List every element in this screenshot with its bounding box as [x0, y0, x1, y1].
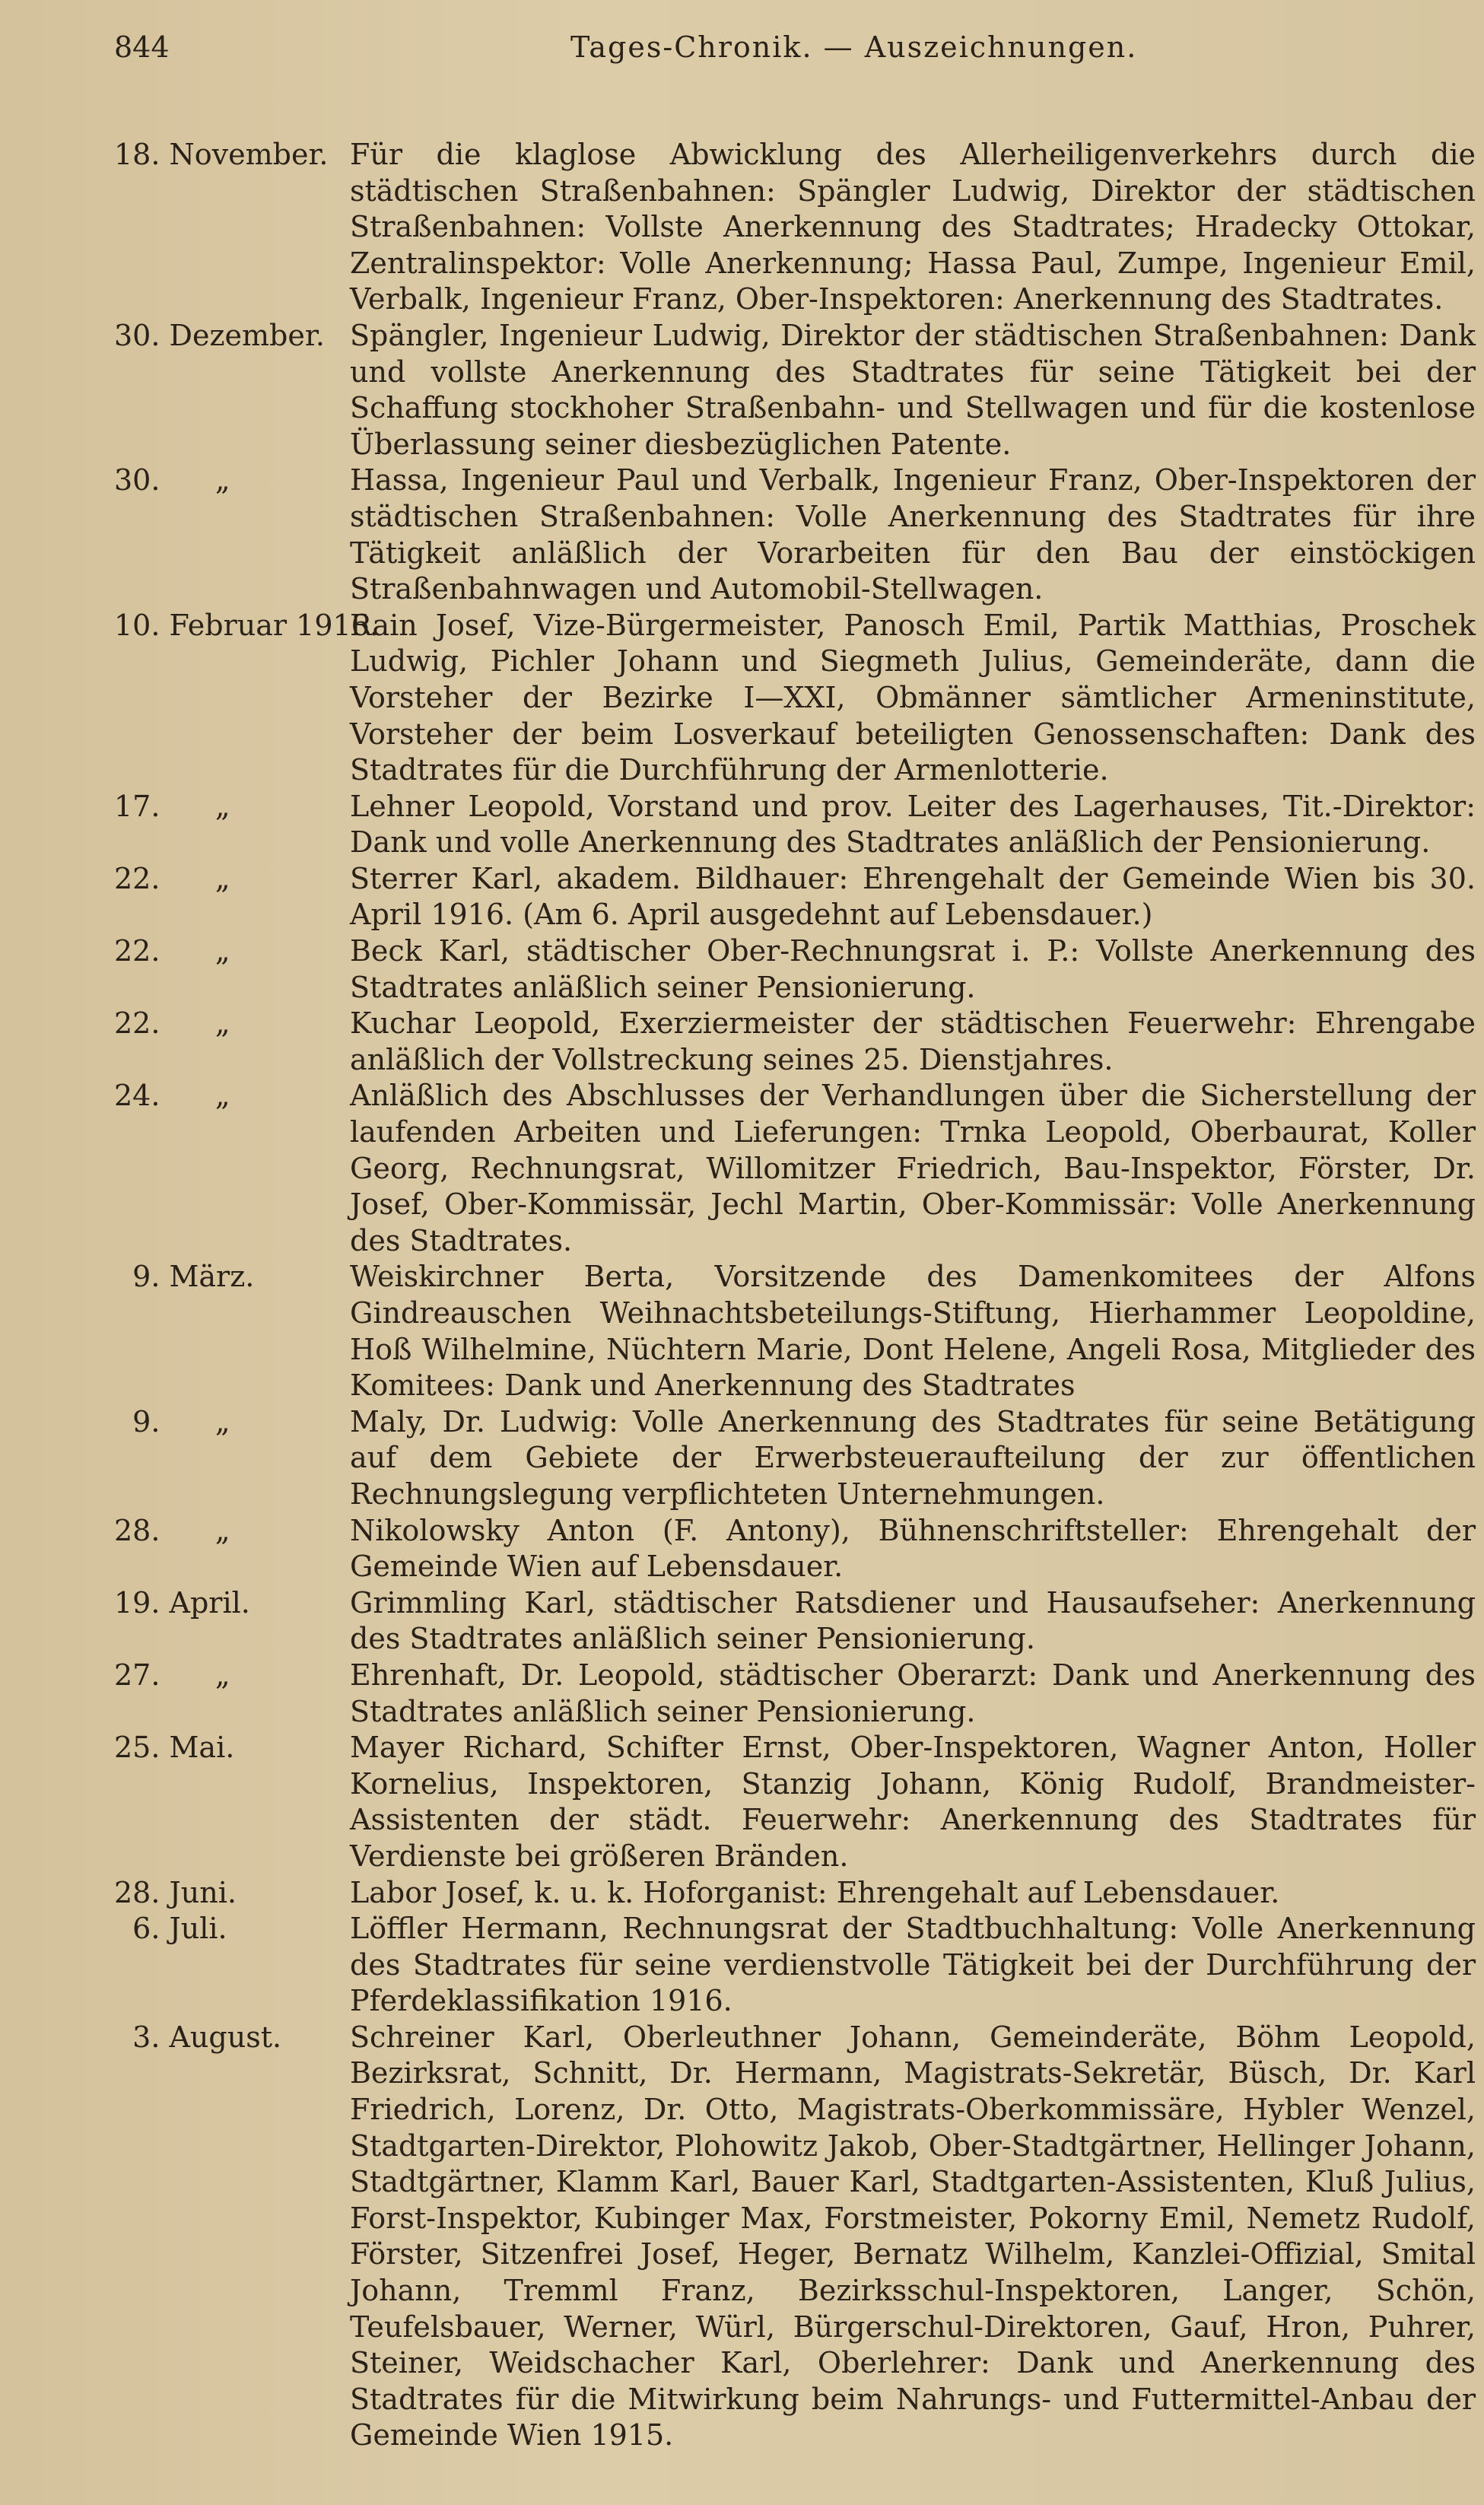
- list-item: [114, 1658, 1476, 1730]
- list-item: [114, 861, 1476, 933]
- entry-text: Kuchar Leopold, Exerziermeister der städtischen Feuerwehr: Ehrengabe anläßlich der Vollstreckung seines 25. Dienstjahres.: [350, 1006, 1476, 1076]
- entry-date: 24. „: [114, 1079, 230, 1113]
- entry-date: 3. August.: [114, 2020, 282, 2054]
- entry-text: Sterrer Karl, akadem. Bildhauer: Ehrengehalt der Gemeinde Wien bis 30. April 1916. (Am 6. April ausgedehnt auf Lebensdauer.): [350, 861, 1476, 932]
- list-item: [114, 789, 1476, 861]
- entry-text: Spängler, Ingenieur Ludwig, Direktor der städtischen Straßenbahnen: Dank und vollste Anerkennung des Stadtrates für seine Tätigkeit bei der Schaffung stockhoher Straßenbahn- und Stellwagen und für die kostenlose Überlassung seiner diesbezüglichen Patente.: [350, 318, 1476, 461]
- entry-date: 28. „: [114, 1513, 230, 1547]
- entry-text: Ehrenhaft, Dr. Leopold, städtischer Oberarzt: Dank und Anerkennung des Stadtrates anläßlich seiner Pensionierung.: [350, 1658, 1476, 1728]
- entry-text: Anläßlich des Abschlusses der Verhandlungen über die Sicherstellung der laufenden Arbeiten und Lieferungen: Trnka Leopold, Oberbaurat, Koller Georg, Rechnungsrat, Willomitzer Friedrich, Bau-Inspektor, Förster, Dr. Josef, Ober-Kommissär, Jechl Martin, Ober-Kommissär: Volle Anerkennung des Stadtrates.: [350, 1079, 1476, 1257]
- list-item: [114, 1875, 1476, 1912]
- entry-text: Labor Josef, k. u. k. Hoforganist: Ehrengehalt auf Lebensdauer.: [350, 1875, 1280, 1909]
- entry-date: 6. Juli.: [114, 1912, 227, 1946]
- entry-date: 22. „: [114, 1006, 230, 1041]
- entry-list: [114, 137, 1476, 2454]
- entry-date: 9. „: [114, 1404, 230, 1438]
- page-header: [114, 30, 1445, 76]
- entry-text: Mayer Richard, Schifter Ernst, Ober-Inspektoren, Wagner Anton, Holler Kornelius, Inspektoren, Stanzig Johann, König Rudolf, Brandmeister-Assistenten der städt. Feuerwehr: Anerkennung des Stadtrates für Verdienste bei größeren Bränden.: [350, 1731, 1476, 1873]
- entry-date: 9. März.: [114, 1260, 255, 1294]
- entry-text: Nikolowsky Anton (F. Antony), Bühnenschriftsteller: Ehrengehalt der Gemeinde Wien auf Lebensdauer.: [350, 1513, 1476, 1584]
- entry-date: 10. Februar 1916.: [114, 608, 379, 642]
- list-item: [114, 608, 1476, 789]
- list-item: [114, 1006, 1476, 1078]
- list-item: [114, 1730, 1476, 1874]
- list-item: [114, 1078, 1476, 1259]
- entry-text: Für die klaglose Abwicklung des Allerheiligenverkehrs durch die städtischen Straßenbahnen: Spängler Ludwig, Direktor der städtischen Straßenbahnen: Vollste Anerkennung des Stadtrates; Hradecky Ottokar, Zentralinspektor: Volle Anerkennung; Hassa Paul, Zumpe, Ingenieur Emil, Verbalk, Ingenieur Franz, Ober-Inspektoren: Anerkennung des Stadtrates.: [350, 138, 1476, 316]
- entry-date: 17. „: [114, 789, 230, 823]
- entry-date: 18. November.: [114, 138, 329, 171]
- entry-text: Grimmling Karl, städtischer Ratsdiener und Hausaufseher: Anerkennung des Stadtrates anläßlich seiner Pensionierung.: [350, 1585, 1476, 1656]
- list-item: [114, 318, 1476, 463]
- entry-text: Hassa, Ingenieur Paul und Verbalk, Ingenieur Franz, Ober-Inspektoren der städtischen Straßenbahnen: Volle Anerkennung des Stadtrates für ihre Tätigkeit anläßlich der Vorarbeiten für den Bau der einstöckigen Straßenbahnwagen und Automobil-Stellwagen.: [350, 463, 1476, 606]
- list-item: [114, 2020, 1476, 2454]
- entry-date: 30. Dezember.: [114, 318, 325, 352]
- entry-text: Löffler Hermann, Rechnungsrat der Stadtbuchhaltung: Volle Anerkennung des Stadtrates für seine verdienstvolle Tätigkeit bei der Durchführung der Pferdeklassifikation 1916.: [350, 1912, 1476, 2018]
- list-item: [114, 463, 1476, 607]
- entry-date: 19. April.: [114, 1585, 250, 1620]
- list-item: [114, 933, 1476, 1006]
- list-item: [114, 1404, 1476, 1513]
- list-item: [114, 1513, 1476, 1585]
- entry-date: 25. Mai.: [114, 1731, 235, 1765]
- entry-text: Maly, Dr. Ludwig: Volle Anerkennung des Stadtrates für seine Betätigung auf dem Gebiete der Erwerbsteueraufteilung der zur öffentlichen Rechnungslegung verpflichteten Unternehmungen.: [350, 1404, 1476, 1511]
- entry-text: Lehner Leopold, Vorstand und prov. Leiter des Lagerhauses, Tit.-Direktor: Dank und volle Anerkennung des Stadtrates anläßlich der Pensionierung.: [350, 789, 1476, 860]
- list-item: [114, 137, 1476, 318]
- list-item: [114, 1911, 1476, 2020]
- list-item: [114, 1259, 1476, 1403]
- entry-text: Beck Karl, städtischer Ober-Rechnungsrat i. P.: Vollste Anerkennung des Stadtrates anläßlich seiner Pensionierung.: [350, 934, 1476, 1004]
- entry-text: Schreiner Karl, Oberleuthner Johann, Gemeinderäte, Böhm Leopold, Bezirksrat, Schnitt, Dr. Hermann, Magistrats-Sekretär, Büsch, Dr. Karl Friedrich, Lorenz, Dr. Otto, Magistrats-Oberkommissäre, Hybler Wenzel, Stadtgarten-Direktor, Plohowitz Jakob, Ober-Stadtgärtner, Hellinger Johann, Stadtgärtner, Klamm Karl, Bauer Karl, Stadtgarten-Assistenten, Kluß Julius, Forst-Inspektor, Kubinger Max, Forstmeister, Pokorny Emil, Nemetz Rudolf, Förster, Sitzenfrei Josef, Heger, Bernatz Wilhelm, Kanzlei-Offizial, Smital Johann, Tremml Franz, Bezirksschul-Inspektoren, Langer, Schön, Teufelsbauer, Werner, Würl, Bürgerschul-Direktoren, Gauf, Hron, Puhrer, Steiner, Weidschacher Karl, Oberlehrer: Dank und Anerkennung des Stadtrates für die Mitwirkung beim Nahrungs- und Futtermittel-Anbau der Gemeinde Wien 1915.: [350, 2020, 1476, 2453]
- running-title: Tages-Chronik. — Auszeichnungen.: [570, 30, 1138, 64]
- entry-date: 27. „: [114, 1658, 230, 1692]
- entry-text: Rain Josef, Vize-Bürgermeister, Panosch Emil, Partik Matthias, Proschek Ludwig, Pichler Johann und Siegmeth Julius, Gemeinderäte, dann die Vorsteher der Bezirke I—XXI, Obmänner sämtlicher Armeninstitute, Vorsteher der beim Losverkauf beteiligten Genossenschaften: Dank des Stadtrates für die Durchführung der Armenlotterie.: [350, 608, 1476, 787]
- entry-date: 28. Juni.: [114, 1875, 237, 1909]
- entry-text: Weiskirchner Berta, Vorsitzende des Damenkomitees der Alfons Gindreauschen Weihnachtsbeteilungs-Stiftung, Hierhammer Leopoldine, Hoß Wilhelmine, Nüchtern Marie, Dont Helene, Angeli Rosa, Mitglieder des Komitees: Dank und Anerkennung des Stadtrates: [350, 1260, 1476, 1403]
- entry-date: 22. „: [114, 934, 230, 968]
- page-number: 844: [114, 30, 170, 64]
- list-item: [114, 1585, 1476, 1658]
- entry-date: 22. „: [114, 861, 230, 895]
- entry-date: 30. „: [114, 463, 230, 498]
